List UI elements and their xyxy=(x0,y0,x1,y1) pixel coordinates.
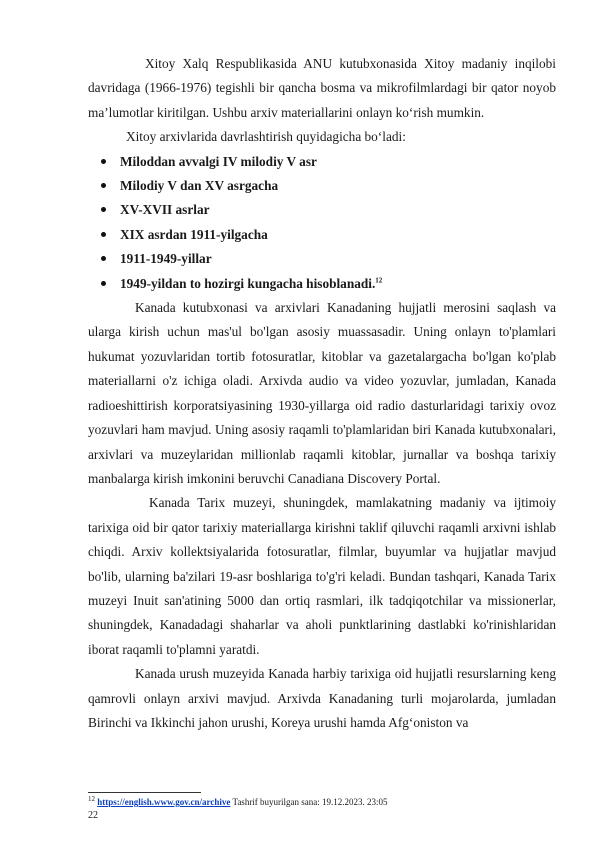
bullet-icon xyxy=(101,232,106,237)
bullet-icon xyxy=(101,281,106,286)
paragraph-china-archive: Xitoy Xalq Respublikasida ANU kutubxonasida Xitoy madaniy inqilobi davridaga (1966-1976) tegishli bir qancha bosma va mikrofilmlardagi bir qator noyob ma’lumotlar kiritilgan. Ushbu arxiv materiallarini onlayn koʻrish mumkin. xyxy=(88,56,556,120)
paragraph-war-museum: Kanada urush muzeyida Kanada harbiy tarixiga oid hujjatli resurslarning keng qamrovli onlayn arxivi mavjud. Arxivda Kanadaning turli mojarolarda, jumladan Birinchi va Ikkinchi jahon urushi, Koreya urushi hamda Afgʻoniston va xyxy=(88,666,556,730)
footnote-marker[interactable]: 12 xyxy=(375,276,383,285)
bullet-icon xyxy=(101,159,106,164)
list-item: 1911-1949-yillar xyxy=(88,247,556,271)
list-item: XV-XVII asrlar xyxy=(88,198,556,222)
footnote xyxy=(88,796,388,808)
bullet-icon xyxy=(101,207,106,212)
bullet-icon xyxy=(101,256,106,261)
periodization-list xyxy=(88,150,556,296)
list-item: 1949-yildan to hozirgi kungacha hisoblanadi.$^{12}$ xyxy=(88,272,556,296)
paragraph-library-archives-canada: Kanada kutubxonasi va arxivlari Kanadaning hujjatli merosini saqlash va ularga kirish uchun mas'ul bo'lgan asosiy muassasadir. Uning onlayn to'plamlari hukumat yozuvlaridan tortib fotosuratlar, kitoblar va gazetalargacha bo'lgan ko'plab materiallarni o'z ichiga oladi. Arxivda audio va video yozuvlar, jumladan, Kanada radioeshittirish korporatsiyasining 1930-yillarga oid radio dasturlaridagi tarixiy ovoz yozuvlari ham mavjud. Uning asosiy raqamli to'plamlaridan biri Kanada kutubxonalari, arxivlari va muzeylaridan millionlab raqamli kitoblar, jurnallar va boshqa tarixiy manbalarga kirish imkonini beruvchi Canadiana Discovery Portal. xyxy=(88,300,556,486)
periodization-intro: Xitoy arxivlarida davrlashtirish quyidagicha boʻladi: xyxy=(126,129,406,145)
page-number: 22 xyxy=(88,810,98,821)
list-item: Miloddan avvalgi IV milodiy V asr xyxy=(88,150,556,174)
paragraph-history-museum: Kanada Tarix muzeyi, shuningdek, mamlakatning madaniy va ijtimoiy tarixiga oid bir qator tarixiy materiallarga kirishni taklif qiluvchi raqamli arxivni ishlab chiqdi. Arxiv kollektsiyalarida fotosuratlar, filmlar, buyumlar va hujjatlar mavjud bo'lib, ularning ba'zilari 19-asr boshlariga to'g'ri keladi. Bundan tashqari, Kanada Tarix muzeyi Inuit san'atining 5000 dan ortiq rasmlari, ilk tadqiqotchilar va missionerlar, shuningdek, Kanadadagi shaharlar va aholi punktlarining dastlabki ko'rinishlaridan iborat raqamli to'plamni yaratdi. xyxy=(88,495,556,657)
footnote-number: 12 xyxy=(88,795,95,803)
footnote-visit-date: Tashrif buyurilgan sana: 19.12.2023. 23:05 xyxy=(230,797,388,807)
footnote-link[interactable]: https://english.www.gov.cn/archive xyxy=(97,797,231,807)
footnote-divider xyxy=(88,792,201,793)
bullet-icon xyxy=(101,183,106,188)
document-body xyxy=(88,52,556,735)
list-item: XIX asrdan 1911-yilgacha xyxy=(88,223,556,247)
list-item: Milodiy V dan XV asrgacha xyxy=(88,174,556,198)
